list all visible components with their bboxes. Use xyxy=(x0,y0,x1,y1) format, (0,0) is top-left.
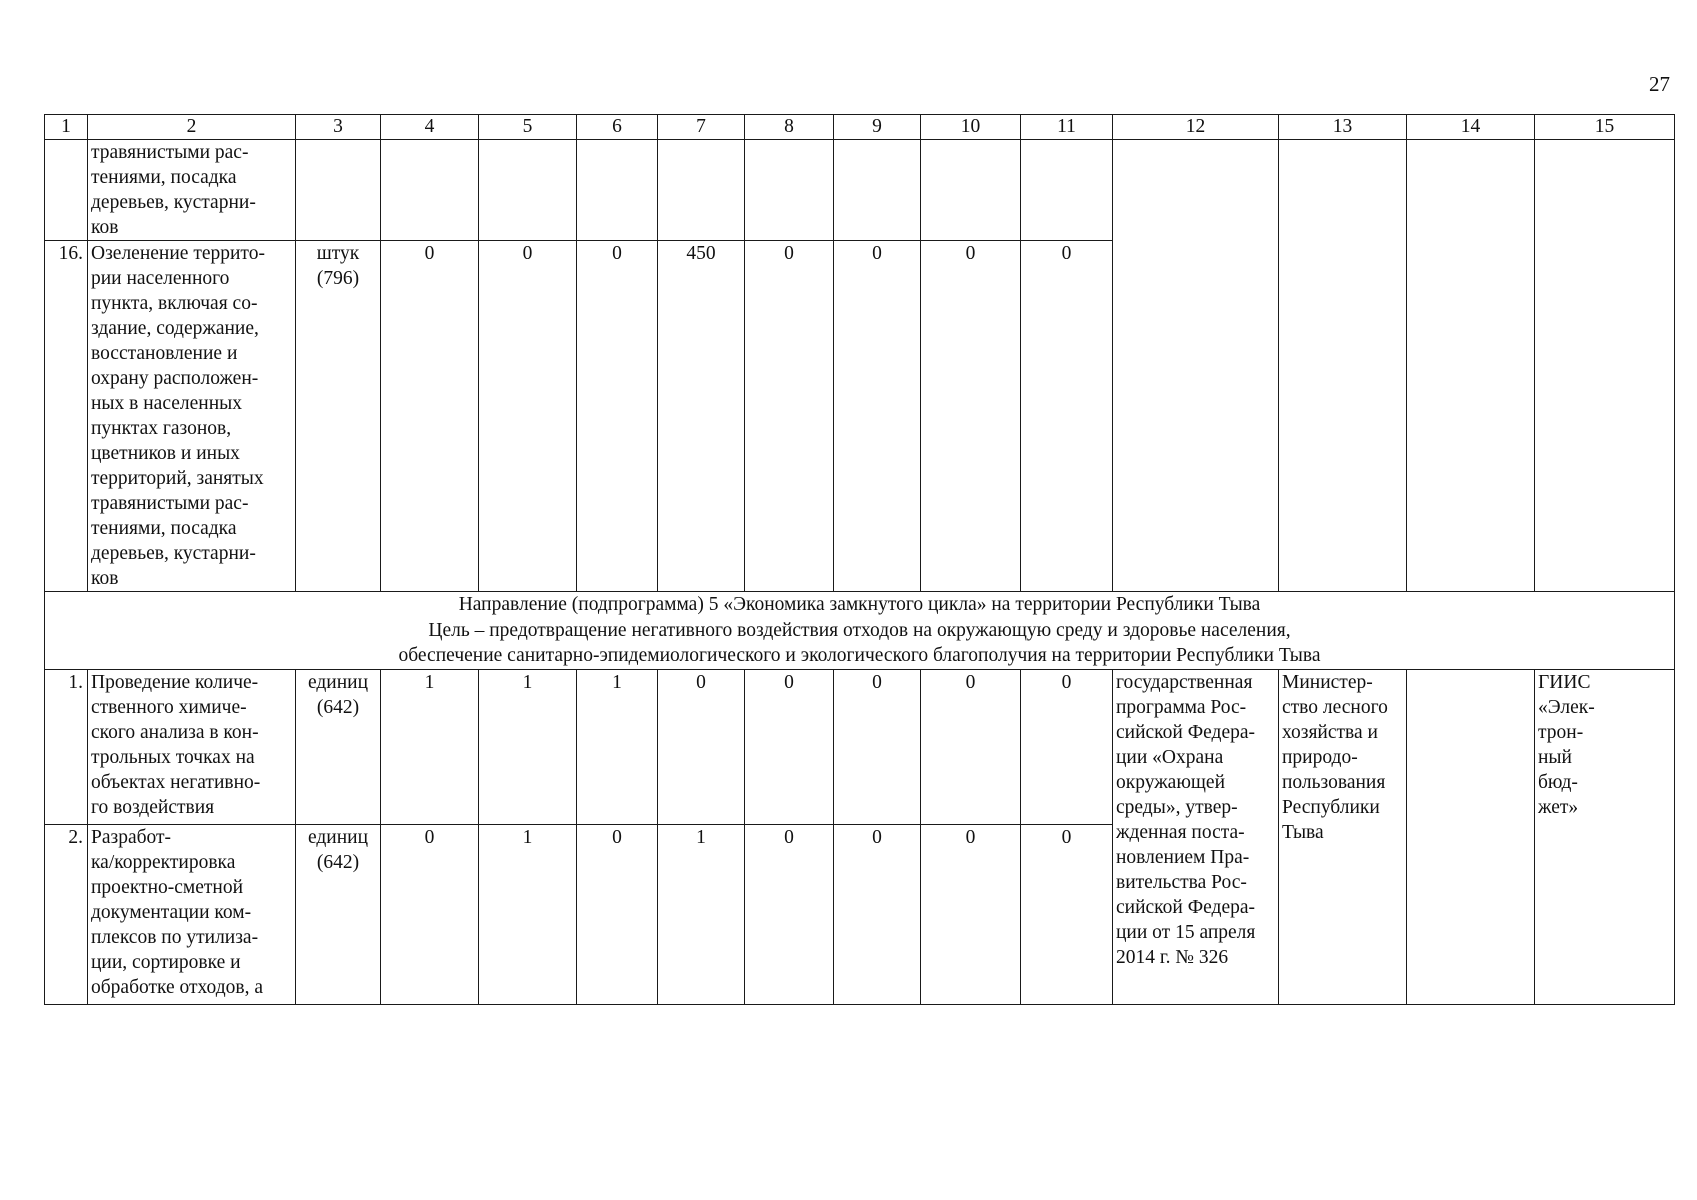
section-header-row xyxy=(45,592,1675,670)
column-number: 7 xyxy=(658,115,745,140)
value-cell xyxy=(658,140,745,241)
value-cell: 1 xyxy=(479,825,577,1005)
table-row-continuation xyxy=(45,140,1675,241)
row-number: 2. xyxy=(45,825,88,1005)
value-cell: 0 xyxy=(745,825,834,1005)
value-cell: 1 xyxy=(381,670,479,825)
indicator-name-cell: Разработ- ка/корректировка проектно-сметной документации ком- плексов по утилиза- ции, сортировке и обработке отходов, а xyxy=(88,825,296,1005)
value-cell xyxy=(745,140,834,241)
unit-cell: штук (796) xyxy=(296,241,381,592)
empty-cell xyxy=(1407,670,1535,1005)
state-program-cell: государственная программа Рос- сийской Федера- ции «Охрана окружающей среды», утвер- жденная поста- новлением Пра- вительства Рос- сийской Федера- ции от 15 апреля 2014 г. № 326 xyxy=(1113,670,1279,1005)
value-cell: 1 xyxy=(658,825,745,1005)
column-number-row xyxy=(45,115,1675,140)
value-cell: 0 xyxy=(921,670,1021,825)
column-number: 13 xyxy=(1279,115,1407,140)
value-cell: 0 xyxy=(745,670,834,825)
value-cell: 1 xyxy=(577,670,658,825)
value-cell xyxy=(479,140,577,241)
section-goal-continued: обеспечение санитарно-эпидемиологического и экологического благополучия на территории Республики Тыва xyxy=(398,645,1321,666)
column-number: 10 xyxy=(921,115,1021,140)
indicator-name-cell: травянистыми рас- тениями, посадка деревьев, кустарни- ков xyxy=(88,140,296,241)
section-header-cell xyxy=(45,592,1675,670)
program-cell xyxy=(1113,140,1279,592)
column-number: 5 xyxy=(479,115,577,140)
source-cell xyxy=(1535,140,1675,592)
value-cell xyxy=(1021,140,1113,241)
value-cell: 0 xyxy=(381,241,479,592)
page-number: 27 xyxy=(1649,72,1670,96)
responsible-executor-cell: Министер- ство лесного хозяйства и природо- пользования Республики Тыва xyxy=(1279,670,1407,1005)
section-title: Направление (подпрограмма) 5 «Экономика замкнутого цикла» на территории Республики Тыва xyxy=(458,594,1261,615)
value-cell xyxy=(921,140,1021,241)
unit-cell: единиц (642) xyxy=(296,670,381,825)
section-goal: Цель – предотвращение негативного воздействия отходов на окружающую среду и здоровье населения, xyxy=(428,619,1291,641)
value-cell: 0 xyxy=(1021,241,1113,592)
value-cell: 0 xyxy=(658,670,745,825)
value-cell xyxy=(577,140,658,241)
value-cell: 0 xyxy=(381,825,479,1005)
column-number: 8 xyxy=(745,115,834,140)
value-cell xyxy=(834,140,921,241)
value-cell: 0 xyxy=(577,825,658,1005)
column-number: 6 xyxy=(577,115,658,140)
table-row-1 xyxy=(45,670,1675,825)
column-number: 2 xyxy=(88,115,296,140)
value-cell: 0 xyxy=(834,241,921,592)
column-number: 11 xyxy=(1021,115,1113,140)
indicator-name-cell: Проведение количе- ственного химиче- ского анализа в кон- трольных точках на объектах негативно- го воздействия xyxy=(88,670,296,825)
column-number: 14 xyxy=(1407,115,1535,140)
value-cell: 0 xyxy=(1021,670,1113,825)
unit-cell xyxy=(296,140,381,241)
value-cell: 0 xyxy=(745,241,834,592)
value-cell: 0 xyxy=(834,825,921,1005)
column-number: 9 xyxy=(834,115,921,140)
responsible-cell xyxy=(1279,140,1407,592)
column-number: 12 xyxy=(1113,115,1279,140)
value-cell: 0 xyxy=(1021,825,1113,1005)
program-indicators-table xyxy=(44,114,1675,1005)
value-cell: 0 xyxy=(577,241,658,592)
row-number: 16. xyxy=(45,241,88,592)
value-cell: 0 xyxy=(479,241,577,592)
unit-cell: единиц (642) xyxy=(296,825,381,1005)
value-cell: 0 xyxy=(834,670,921,825)
row-number: 1. xyxy=(45,670,88,825)
column-number: 3 xyxy=(296,115,381,140)
column-number: 15 xyxy=(1535,115,1675,140)
indicator-name-cell: Озеленение террито- рии населенного пункта, включая со- здание, содержание, восстановление и охрану расположен- ных в населенных пунктах газонов, цветников и иных территорий, занятых травянистыми рас- тениями, посадка деревьев, кустарни- ков xyxy=(88,241,296,592)
value-cell: 0 xyxy=(921,241,1021,592)
information-system-cell: ГИИС «Элек- трон- ный бюд- жет» xyxy=(1535,670,1675,1005)
value-cell: 450 xyxy=(658,241,745,592)
value-cell xyxy=(381,140,479,241)
column-number: 4 xyxy=(381,115,479,140)
value-cell: 1 xyxy=(479,670,577,825)
value-cell: 0 xyxy=(921,825,1021,1005)
empty-cell xyxy=(1407,140,1535,592)
row-number-cell xyxy=(45,140,88,241)
column-number: 1 xyxy=(45,115,88,140)
